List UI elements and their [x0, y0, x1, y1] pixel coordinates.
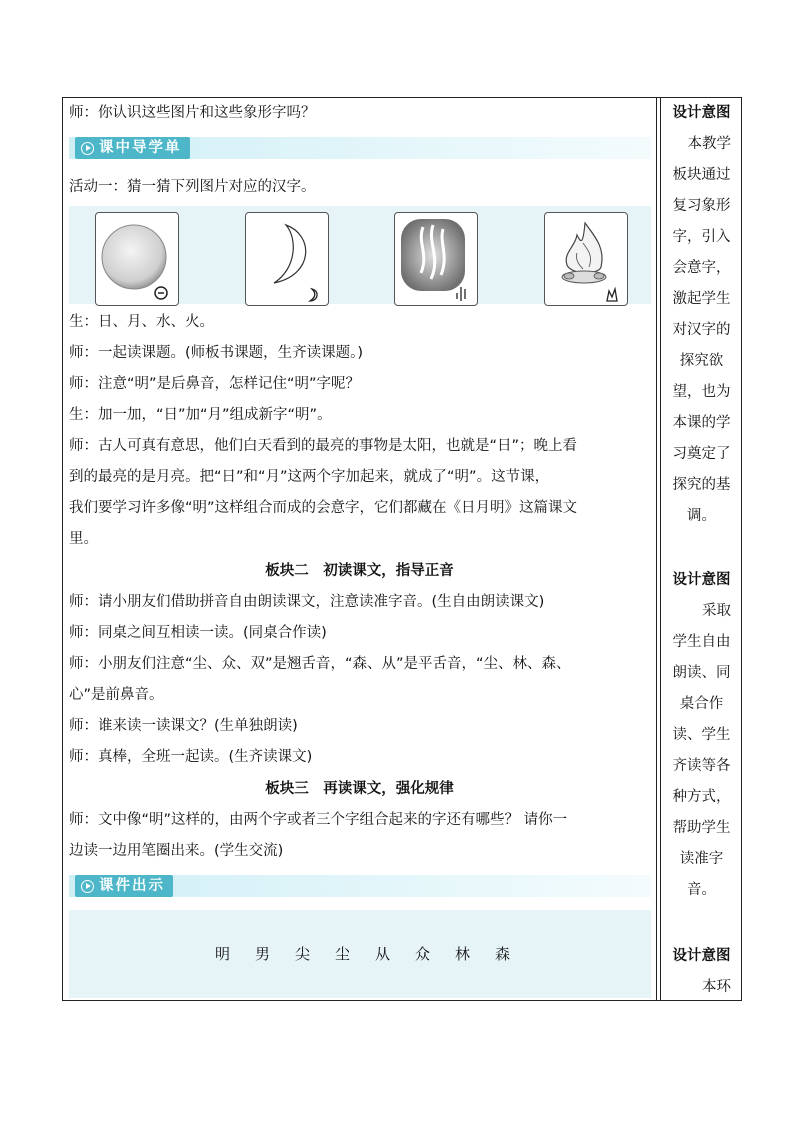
- word-panel: [69, 910, 651, 998]
- design-intent-line: 复习象形: [672, 198, 731, 214]
- banner-label: 课中导学单: [99, 140, 182, 156]
- design-intent-line: 本环: [702, 979, 731, 995]
- sun-picture: [95, 212, 179, 306]
- banner-tab: [75, 137, 190, 159]
- word-item: 森: [495, 945, 511, 963]
- word-item: 林: [455, 945, 471, 963]
- water-picture: [394, 212, 478, 306]
- design-intent-line: 齐读等各: [672, 758, 731, 774]
- play-icon: [81, 880, 94, 893]
- lesson-table: [62, 97, 742, 1001]
- dialogue-line: 心”是前鼻音。: [69, 687, 164, 703]
- activity-title: 活动一：猜一猜下列图片对应的汉字。: [69, 179, 316, 195]
- design-intent-line: 学生自由: [672, 634, 731, 650]
- design-intent-line: 调。: [687, 508, 716, 524]
- design-intent-line: 板块通过: [672, 167, 731, 183]
- fire-picture: [544, 212, 628, 306]
- word-item: 尘: [335, 945, 351, 963]
- dialogue-line: 师：同桌之间互相读一读。(同桌合作读): [69, 625, 327, 641]
- dialogue-line: 师：请小朋友们借助拼音自由朗读课文，注意读准字音。(生自由朗读课文): [69, 594, 545, 610]
- design-intent-line: 字，引入: [672, 229, 731, 245]
- design-notes-column: [662, 98, 741, 1000]
- word-item: 众: [415, 945, 431, 963]
- dialogue-line: 我们要学习许多像“明”这样组合而成的会意字，它们都藏在《日月明》这篇课文: [69, 500, 578, 516]
- moon-picture: [245, 212, 329, 306]
- design-intent-line: 采取: [702, 603, 731, 619]
- column-divider: [660, 98, 661, 1000]
- dialogue-line: 师：谁来读一读课文？(生单独朗读): [69, 718, 298, 734]
- lesson-content: [63, 98, 656, 1000]
- design-intent-title: 设计意图: [672, 105, 731, 121]
- dialogue-line: 边读一边用笔圈出来。(学生交流): [69, 843, 284, 859]
- design-intent-line: 激起学生: [672, 291, 731, 307]
- section2-title: 板块二 初读课文，指导正音: [265, 563, 454, 579]
- word-item: 男: [255, 945, 271, 963]
- design-intent-line: 本课的学: [672, 415, 731, 431]
- fire-icon: [545, 213, 627, 305]
- dialogue-line: 里。: [69, 531, 98, 547]
- design-intent-line: 望，也为: [672, 384, 731, 400]
- design-intent-line: 帮助学生: [672, 820, 731, 836]
- banner-guide: [69, 137, 651, 159]
- design-intent-title: 设计意图: [672, 948, 731, 964]
- dialogue-line: 师：注意“明”是后鼻音，怎样记住“明”字呢？: [69, 376, 361, 392]
- design-intent-line: 探究欲: [679, 353, 724, 369]
- design-intent-line: 本教学: [687, 136, 731, 152]
- intro-question: 师：你认识这些图片和这些象形字吗？: [69, 105, 316, 121]
- dialogue-line: 生：加一加，“日”加“月”组成新字“明”。: [69, 407, 332, 423]
- banner-courseware: [69, 875, 651, 897]
- word-item: 明: [215, 945, 231, 963]
- banner-tab: [75, 875, 173, 897]
- dialogue-line: 师：小朋友们注意“尘、众、双”是翘舌音，“森、从”是平舌音，“尘、林、森、: [69, 656, 571, 672]
- play-icon: [81, 142, 94, 155]
- moon-icon: [246, 213, 328, 305]
- design-intent-line: 会意字，: [672, 260, 731, 276]
- design-intent-title: 设计意图: [672, 572, 731, 588]
- design-intent-line: 朗读、同: [672, 665, 731, 681]
- design-intent-line: 音。: [687, 882, 716, 898]
- section3-title: 板块三 再读课文，强化规律: [265, 781, 454, 797]
- sun-icon: [96, 213, 178, 305]
- dialogue-line: 师：文中像“明”这样的，由两个字或者三个字组合起来的字还有哪些？ 请你一: [69, 812, 568, 828]
- word-item: 尖: [295, 945, 311, 963]
- dialogue-line: 到的最亮的是月亮。把“日”和“月”这两个字加起来，就成了“明”。这节课，: [69, 469, 550, 485]
- banner-label: 课件出示: [99, 878, 165, 894]
- design-intent-line: 对汉字的: [672, 322, 731, 338]
- water-icon: [395, 213, 477, 305]
- design-intent-line: 读、学生: [672, 727, 731, 743]
- design-intent-line: 习奠定了: [672, 446, 731, 462]
- design-intent-line: 读准字: [679, 851, 724, 867]
- dialogue-line: 师：真棒，全班一起读。(生齐读课文): [69, 749, 313, 765]
- picture-strip: [69, 206, 651, 304]
- dialogue-line: 师：一起读课题。(师板书课题，生齐读课题。): [69, 345, 364, 361]
- word-item: 从: [375, 945, 391, 963]
- design-intent-line: 桌合作: [679, 696, 724, 712]
- design-intent-line: 探究的基: [672, 477, 731, 493]
- dialogue-line: 师：古人可真有意思，他们白天看到的最亮的事物是太阳，也就是“日”；晚上看: [69, 438, 578, 454]
- design-intent-line: 种方式，: [672, 789, 731, 805]
- column-divider: [656, 98, 657, 1000]
- dialogue-line: 生：日、月、水、火。: [69, 314, 214, 330]
